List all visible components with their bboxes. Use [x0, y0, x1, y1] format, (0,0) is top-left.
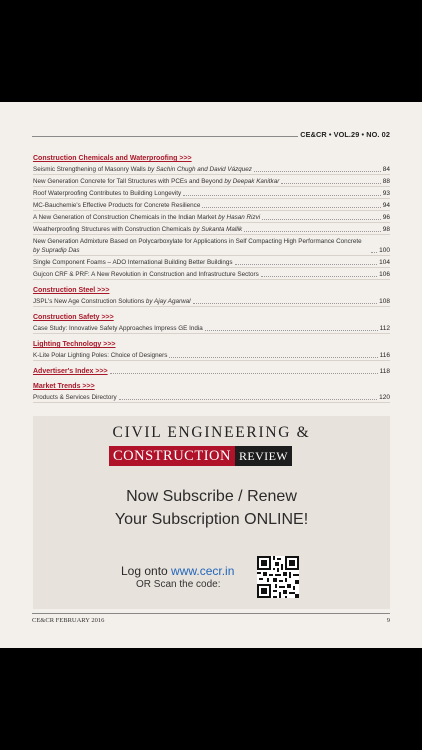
- masthead-top: CIVIL ENGINEERING &: [112, 424, 311, 441]
- toc-entry-title: Case Study: Innovative Safety Approaches Impress GE India: [33, 325, 203, 332]
- website-link[interactable]: www.cecr.in: [171, 564, 235, 578]
- toc-page-number: 88: [382, 178, 390, 185]
- table-of-contents: [33, 154, 390, 403]
- toc-entry-title: New Generation Admixture Based on Polycarboxylate for Applications in Self Compacting High Performance Concrete: [33, 238, 362, 245]
- magazine-page: [0, 102, 422, 648]
- toc-entry[interactable]: [33, 349, 390, 361]
- toc-entry-text: [33, 225, 242, 234]
- toc-page-number: 98: [382, 226, 390, 233]
- toc-entry-title: Roof Waterproofing Contributes to Building Longevity: [33, 190, 182, 197]
- toc-section-heading[interactable]: Construction Safety >>>: [33, 314, 114, 321]
- toc-entry-title: K-Lite Polar Lighting Poles: Choice of Designers: [33, 352, 168, 359]
- toc-entry[interactable]: [33, 391, 390, 403]
- toc-entry-text: [33, 258, 233, 267]
- page-number: 9: [386, 617, 390, 624]
- leader-dots: [261, 276, 377, 277]
- subscription-advert[interactable]: [33, 416, 390, 609]
- leader-dots: [281, 183, 380, 184]
- issue-label: CE&CR • VOL.29 • NO. 02: [300, 130, 390, 139]
- toc-entry-title: A New Generation of Construction Chemicals in the Indian Market: [33, 214, 219, 221]
- toc-section-heading[interactable]: Lighting Technology >>>: [33, 341, 116, 348]
- toc-page-number: 108: [379, 298, 390, 305]
- footer-rule: [32, 613, 390, 614]
- toc-entry-text: [33, 393, 117, 402]
- leader-dots: [169, 357, 377, 358]
- toc-entry[interactable]: [33, 163, 390, 175]
- toc-entry-text: [33, 270, 259, 279]
- toc-entry-title: Weatherproofing Structures with Construction Chemicals: [33, 226, 193, 233]
- toc-entry-author: by Supradip Das: [33, 247, 80, 254]
- subscribe-line-2: Your Subscription ONLINE!: [114, 511, 309, 528]
- masthead-construction: CONSTRUCTION: [109, 446, 235, 466]
- footer-issue: CE&CR FEBRUARY 2016: [32, 617, 105, 624]
- toc-entry-title: Products & Services Directory: [33, 394, 117, 401]
- toc-entry-text: [33, 297, 191, 306]
- leader-dots: [202, 207, 380, 208]
- toc-section-heading[interactable]: Construction Steel >>>: [33, 287, 110, 294]
- toc-section-heading[interactable]: Construction Chemicals and Waterproofing >>>: [33, 155, 192, 162]
- leader-dots: [205, 330, 378, 331]
- toc-page-number: 84: [382, 166, 390, 173]
- toc-entry[interactable]: [33, 235, 390, 256]
- toc-entry-text: [33, 177, 279, 186]
- toc-page-number: 100: [379, 247, 390, 254]
- leader-dots: [244, 231, 381, 232]
- toc-entry-author: by Hasan Rizvi: [218, 214, 261, 221]
- toc-entry-text: [33, 351, 167, 360]
- toc-entry[interactable]: [33, 211, 390, 223]
- leader-dots: [371, 252, 377, 253]
- toc-entry-title: Seismic Strengthening of Masonry Walls: [33, 166, 148, 173]
- qr-code-icon[interactable]: [257, 556, 299, 598]
- log-prefix: Log onto: [121, 564, 172, 578]
- toc-entry-text: [33, 324, 203, 333]
- toc-entry-author: by Ajay Agarwal: [145, 298, 191, 305]
- toc-entry-title: Gujcon CRF & PRF: A New Revolution in Construction and Infrastructure Sectors: [33, 271, 259, 278]
- masthead-review: REVIEW: [235, 446, 292, 466]
- toc-page-number: 120: [379, 394, 390, 401]
- leader-dots: [262, 219, 381, 220]
- leader-dots: [119, 399, 378, 400]
- leader-dots: [110, 373, 378, 374]
- toc-entry-author: by Deepak Kanitkar: [224, 178, 280, 185]
- toc-entry-title: JSPL's New Age Construction Solutions: [33, 298, 146, 305]
- toc-page-number: 106: [379, 271, 390, 278]
- toc-entry-text: [33, 237, 369, 255]
- toc-entry-author: by Sachin Chugh and David Vázquez: [147, 166, 252, 173]
- toc-entry-author: by Sukanta Mallik: [192, 226, 243, 233]
- masthead-bottom: [109, 446, 292, 466]
- leader-dots: [254, 171, 381, 172]
- toc-page-number: 118: [379, 368, 390, 375]
- leader-dots: [193, 303, 378, 304]
- page-footer: [32, 617, 390, 627]
- page-header: [32, 130, 390, 140]
- toc-entry[interactable]: [33, 295, 390, 307]
- section-title: Advertiser's Index >>>: [33, 368, 108, 375]
- toc-entry-text: [33, 201, 200, 210]
- leader-dots: [183, 195, 381, 196]
- toc-entry-title: MC-Bauchemie's Effective Products for Concrete Resilience: [33, 202, 201, 209]
- toc-page-number: 116: [379, 352, 390, 359]
- toc-entry-text: [33, 189, 181, 198]
- toc-page-number: 104: [379, 259, 390, 266]
- toc-entry[interactable]: [33, 322, 390, 334]
- toc-entry[interactable]: [33, 199, 390, 211]
- toc-entry[interactable]: [33, 175, 390, 187]
- toc-page-number: 93: [382, 190, 390, 197]
- toc-page-number: 96: [382, 214, 390, 221]
- toc-entry[interactable]: [33, 268, 390, 280]
- toc-entry-text: [33, 213, 260, 222]
- toc-section-heading[interactable]: [33, 367, 390, 376]
- toc-entry-title: New Generation Concrete for Tall Structures with PCEs and Beyond: [33, 178, 225, 185]
- toc-section-heading[interactable]: Market Trends >>>: [33, 383, 95, 390]
- header-rule: [32, 136, 298, 137]
- toc-entry-text: [33, 165, 252, 174]
- toc-page-number: 112: [379, 325, 390, 332]
- toc-entry[interactable]: [33, 256, 390, 268]
- toc-entry[interactable]: [33, 187, 390, 199]
- leader-dots: [235, 264, 378, 265]
- toc-entry[interactable]: [33, 223, 390, 235]
- toc-entry-title: Single Component Foams – ADO International Building Better Buildings: [33, 259, 233, 266]
- subscribe-line-1: Now Subscribe / Renew: [126, 488, 297, 505]
- log-onto-text: [121, 564, 234, 578]
- toc-page-number: 94: [382, 202, 390, 209]
- scan-text: OR Scan the code:: [136, 579, 221, 590]
